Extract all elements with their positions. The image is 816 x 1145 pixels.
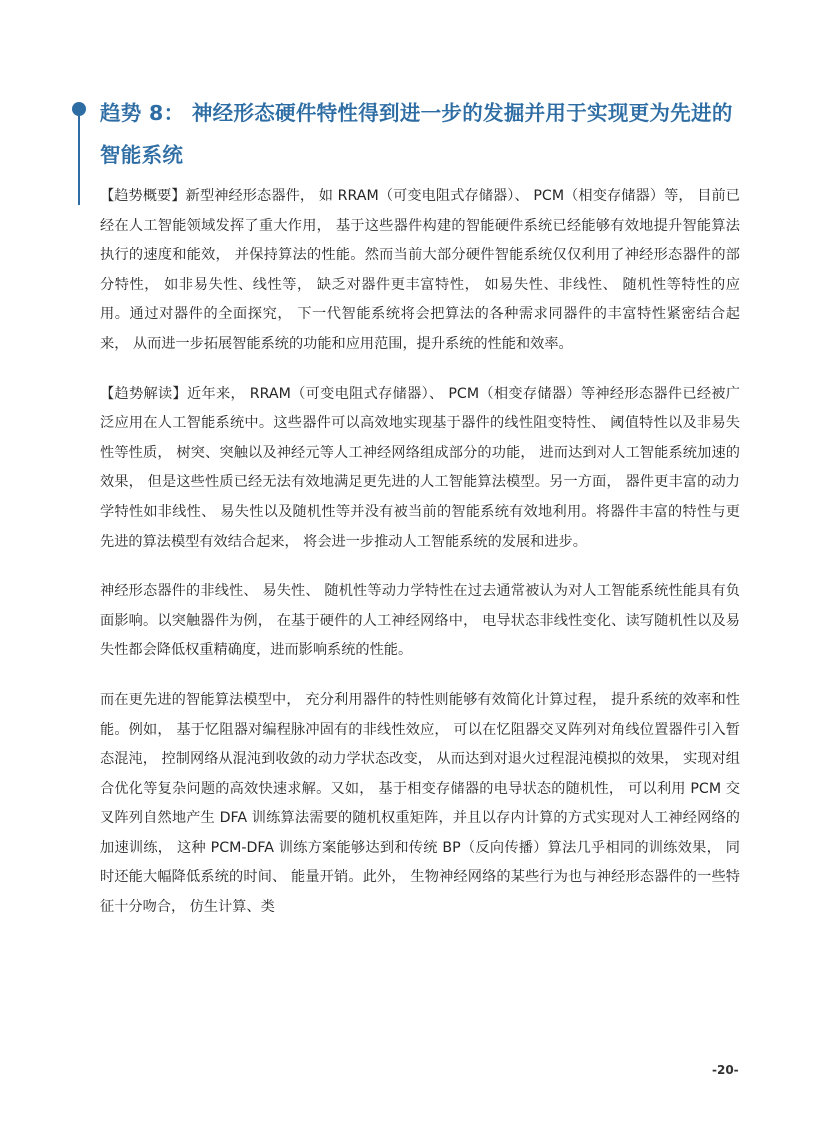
heading-marker-line [78,110,80,205]
section-heading-line-1: 趋势 8： 神经形态硬件特性得到进一步的发掘并用于实现更为先进的 [100,101,733,125]
paragraph-device-dynamics: 神经形态器件的非线性、 易失性、 随机性等动力学特性在过去通常被认为对人工智能系统性能具有负面影响。以突触器件为例， 在基于硬件的人工神经网络中， 电导状态非线性变化、读写随机性以及易失性都会降低权重精确度，进而影响系统的性能。 [100,583,740,659]
page-number: -20- [712,1063,739,1077]
section-heading-line-2: 智能系统 [100,143,184,167]
paragraph-advanced-algorithms: 而在更先进的智能算法模型中， 充分利用器件的特性则能够有效简化计算过程， 提升系统的效率和性能。例如， 基于忆阻器对编程脉冲固有的非线性效应， 可以在忆阻器交叉阵列对角线位置器件引入暂态混沌， 控制网络从混沌到收敛的动力学状态改变， 从而达到对退火过程混沌模拟的效果， 实现对组合优化等复杂问题的高效快速求解。又如， 基于相变存储器的电导状态的随机性， 可以利用 PCM 交叉阵列自然地产生 DFA 训练算法需要的随机权重矩阵，并且以存内计算的方式实现对人工神经网络的加速训练， 这种 PCM-DFA 训练方案能够达到和传统 BP（反向传播）算法几乎相同的训练效果， 同时还能大幅降低系统的时间、 能量开销。此外， 生物神经网络的某些行为也与神经形态器件的一些特征十分吻合， 仿生计算、类 [100,691,740,916]
document-body [100,182,740,943]
paragraph-trend-summary: 【趋势概要】新型神经形态器件， 如 RRAM（可变电阻式存储器）、 PCM（相变存储器）等， 目前已经在人工智能领域发挥了重大作用， 基于这些器件构建的智能硬件系统已经能够有效地提升智能算法执行的速度和能效， 并保持算法的性能。然而当前大部分硬件智能系统仅仅利用了神经形态器件的部分特性， 如非易失性、线性等， 缺乏对器件更丰富特性， 如易失性、非线性、 随机性等特性的应用。通过对器件的全面探究， 下一代智能系统将会把算法的各种需求同器件的丰富特性紧密结合起来， 从而进一步拓展智能系统的功能和应用范围，提升系统的性能和效率。 [100,188,740,352]
paragraph-trend-interpretation: 【趋势解读】近年来， RRAM（可变电阻式存储器）、 PCM（相变存储器）等神经形态器件已经被广泛应用在人工智能系统中。这些器件可以高效地实现基于器件的线性阻变特性、 阈值特性以及非易失性等性质， 树突、突触以及神经元等人工神经网络组成部分的功能， 进而达到对人工智能系统加速的效果， 但是这些性质已经无法有效地满足更先进的人工智能算法模型。另一方面， 器件更丰富的动力学特性如非线性、 易失性以及随机性等并没有被当前的智能系统有效地利用。将器件丰富的特性与更先进的算法模型有效结合起来， 将会进一步推动人工智能系统的发展和进步。 [100,385,740,550]
section-heading [100,92,750,176]
